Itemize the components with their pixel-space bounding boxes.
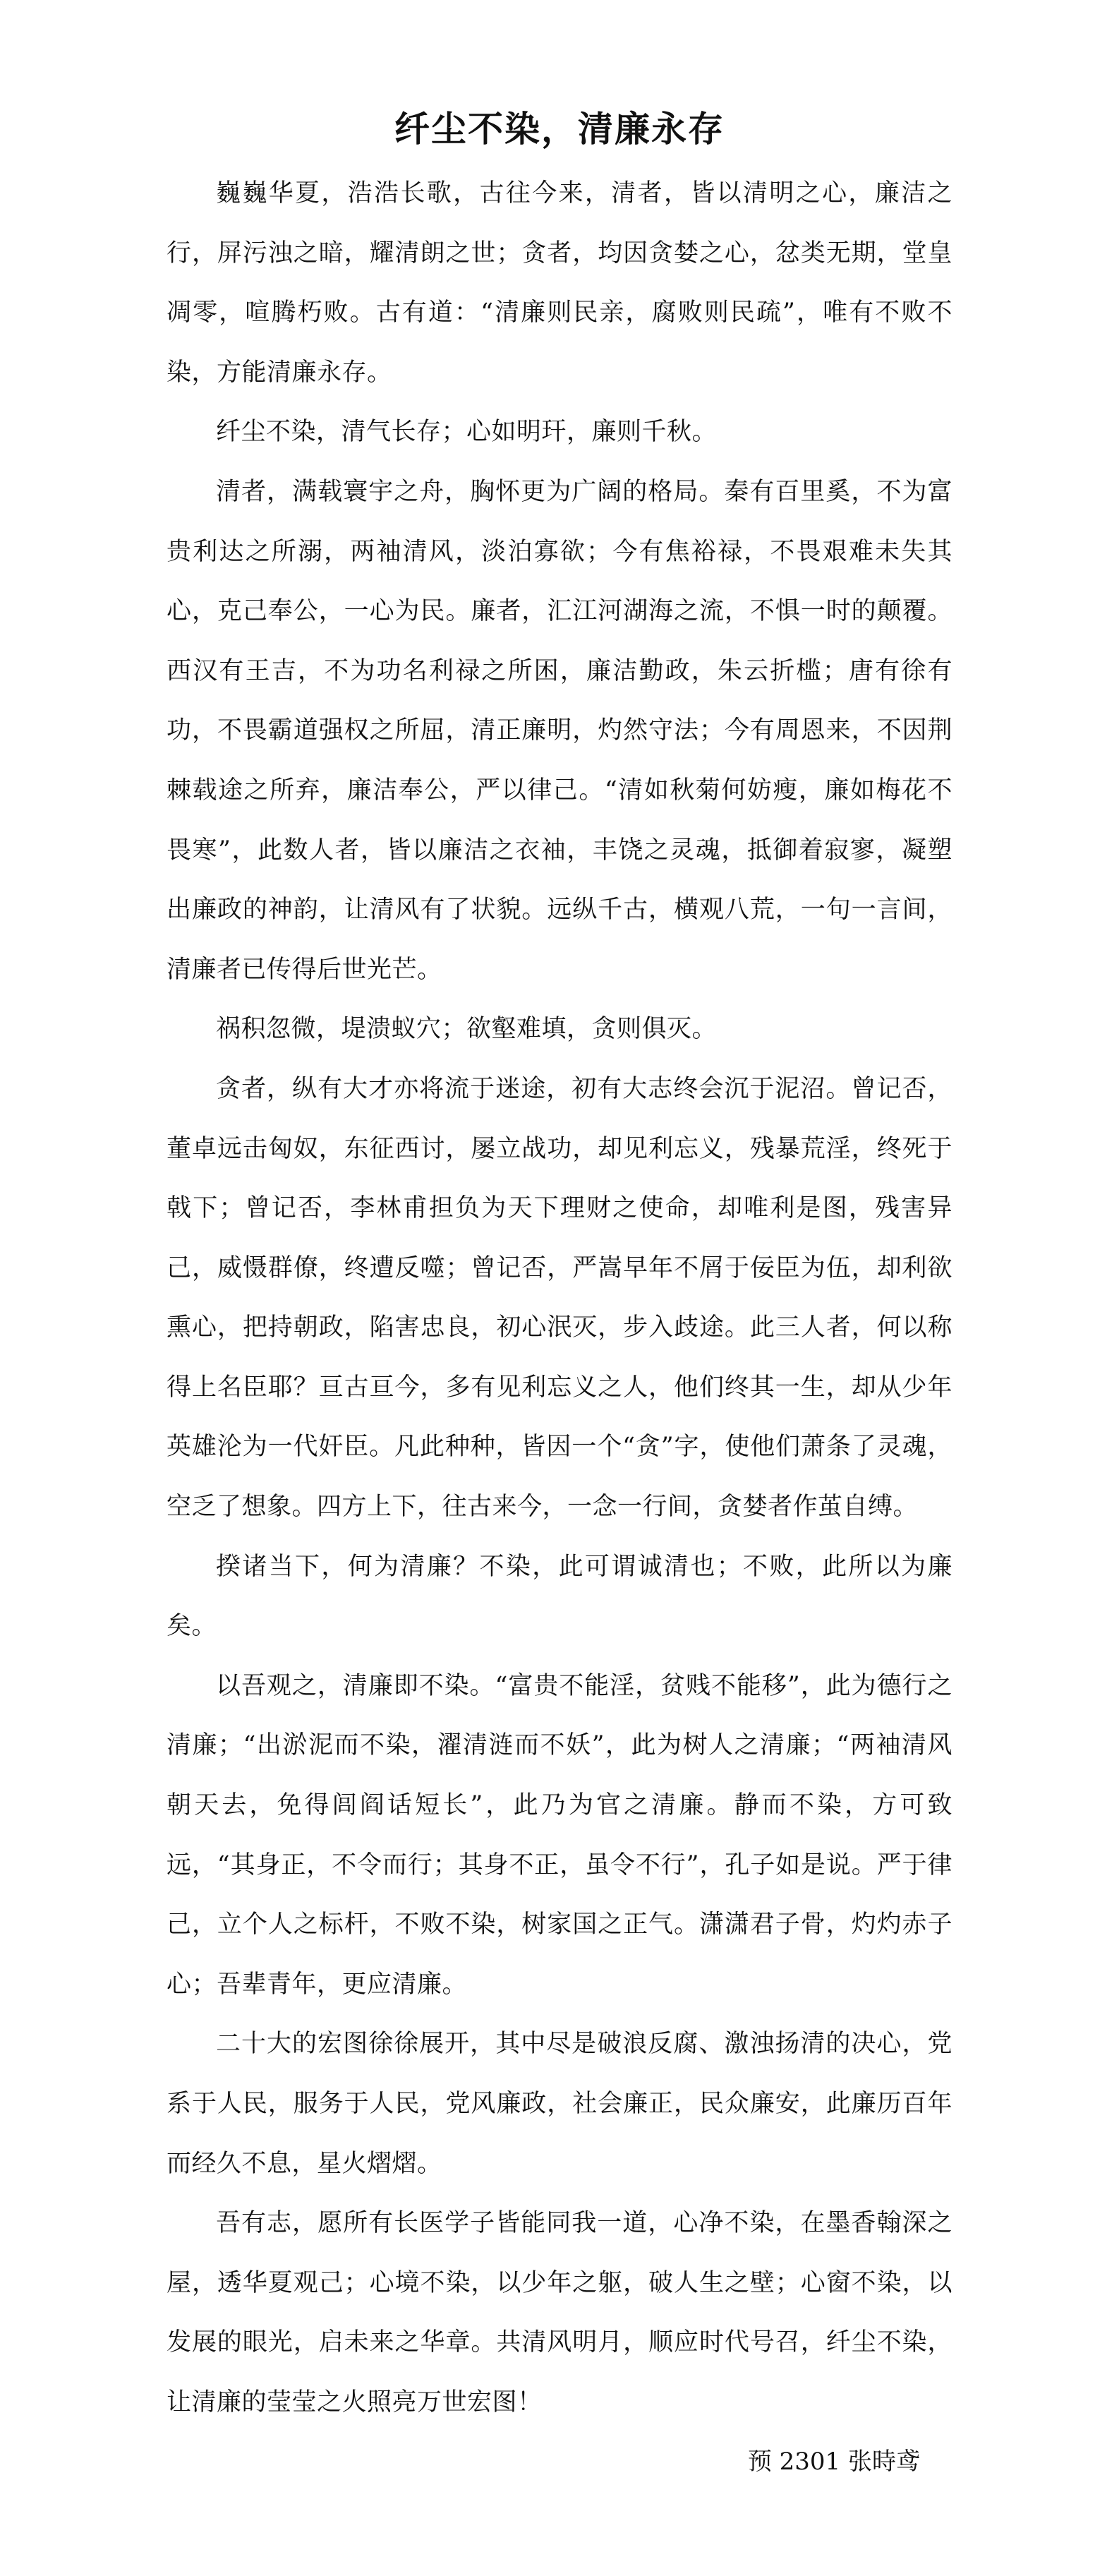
paragraph-motto-greed: 祸积忽微，堤溃蚁穴；欲壑难填，贪则俱灭。 <box>216 1015 718 1044</box>
paragraph-greedy-officials: 贪者，纵有大才亦将流于迷途，初有大志终会沉于泥沼。曾记否，董卓远击匈奴，东征西讨，屡立战功，却见利忘义，残暴荒淫，终死于戟下；曾记否，李林甫担负为天下理财之使命，却唯利是图，残害异己，威慑群僚，终遭反噬；曾记否，严嵩早年不屑于佞臣为伍，却利欲熏心，把持朝政，陷害忠良，初心泯灭，步入歧途。此三人者，何以称得上名臣耶？亘古亘今，多有见利忘义之人，他们终其一生，却从少年英雄沦为一代奸臣。凡此种种，皆因一个“贪”字，使他们萧条了灵魂，空乏了想象。四方上下，往古来今，一念一行间，贪婪者作茧自缚。 <box>167 1074 952 1522</box>
paragraph-intro: 巍巍华夏，浩浩长歌，古往今来，清者，皆以清明之心，廉洁之行，屏污浊之暗，耀清朗之世；贪者，均因贪婪之心，忿类无期，堂皇凋零，喧腾朽败。古有道：“清廉则民亲，腐败则民疏”，唯有不败不染，方能清廉永存。 <box>167 179 952 387</box>
paragraph-clean-officials: 清者，满载寰宇之舟，胸怀更为广阔的格局。秦有百里奚，不为富贵利达之所溺，两袖清风，淡泊寡欲；今有焦裕禄，不畏艰难未失其心，克己奉公，一心为民。廉者，汇江河湖海之流，不惧一时的颠覆。西汉有王吉，不为功名利禄之所困，廉洁勤政，朱云折槛；唐有徐有功，不畏霸道强权之所屈，清正廉明，灼然守法；今有周恩来，不因荆棘载途之所弃，廉洁奉公，严以律己。“清如秋菊何妨瘦，廉如梅花不畏寒”，此数人者，皆以廉洁之衣袖，丰饶之灵魂，抵御着寂寥，凝塑出廉政的神韵，让清风有了状貌。远纵千古，横观八荒，一句一言间，清廉者已传得后世光芒。 <box>167 477 952 984</box>
paragraph-motto-clean: 纤尘不染，清气长存；心如明玕，廉则千秋。 <box>216 418 718 447</box>
author-signature: 预 2301 张時鸢 <box>747 2447 920 2476</box>
paragraph-twentieth-congress: 二十大的宏图徐徐展开，其中尽是破浪反腐、激浊扬清的决心，党系于人民，服务于人民，党风廉政，社会廉正，民众廉安，此廉历百年而经久不息，星火熠熠。 <box>167 2030 952 2178</box>
paragraph-what-is-integrity: 揆诸当下，何为清廉？不染，此可谓诚清也；不败，此所以为廉矣。 <box>167 1552 952 1641</box>
paragraph-my-view: 以吾观之，清廉即不染。“富贵不能淫，贫贱不能移”，此为德行之清廉；“出淤泥而不染，濯清涟而不妖”，此为树人之清廉；“两袖清风朝天去，免得闾阎话短长”，此乃为官之清廉。静而不染，方可致远，“其身正，不令而行；其身不正，虽令不行”，孔子如是说。严于律己，立个人之标杆，不败不染，树家国之正气。潇潇君子骨，灼灼赤子心；吾辈青年，更应清廉。 <box>167 1671 952 1999</box>
paragraph-aspiration: 吾有志，愿所有长医学子皆能同我一道，心净不染，在墨香翰深之屋，透华夏观己；心境不染，以少年之躯，破人生之壁；心窗不染，以发展的眼光，启未来之华章。共清风明月，顺应时代号召，纤尘不染，让清廉的莹莹之火照亮万世宏图！ <box>167 2209 952 2416</box>
essay-title: 纤尘不染，清廉永存 <box>394 109 725 150</box>
essay-document <box>167 92 952 2491</box>
